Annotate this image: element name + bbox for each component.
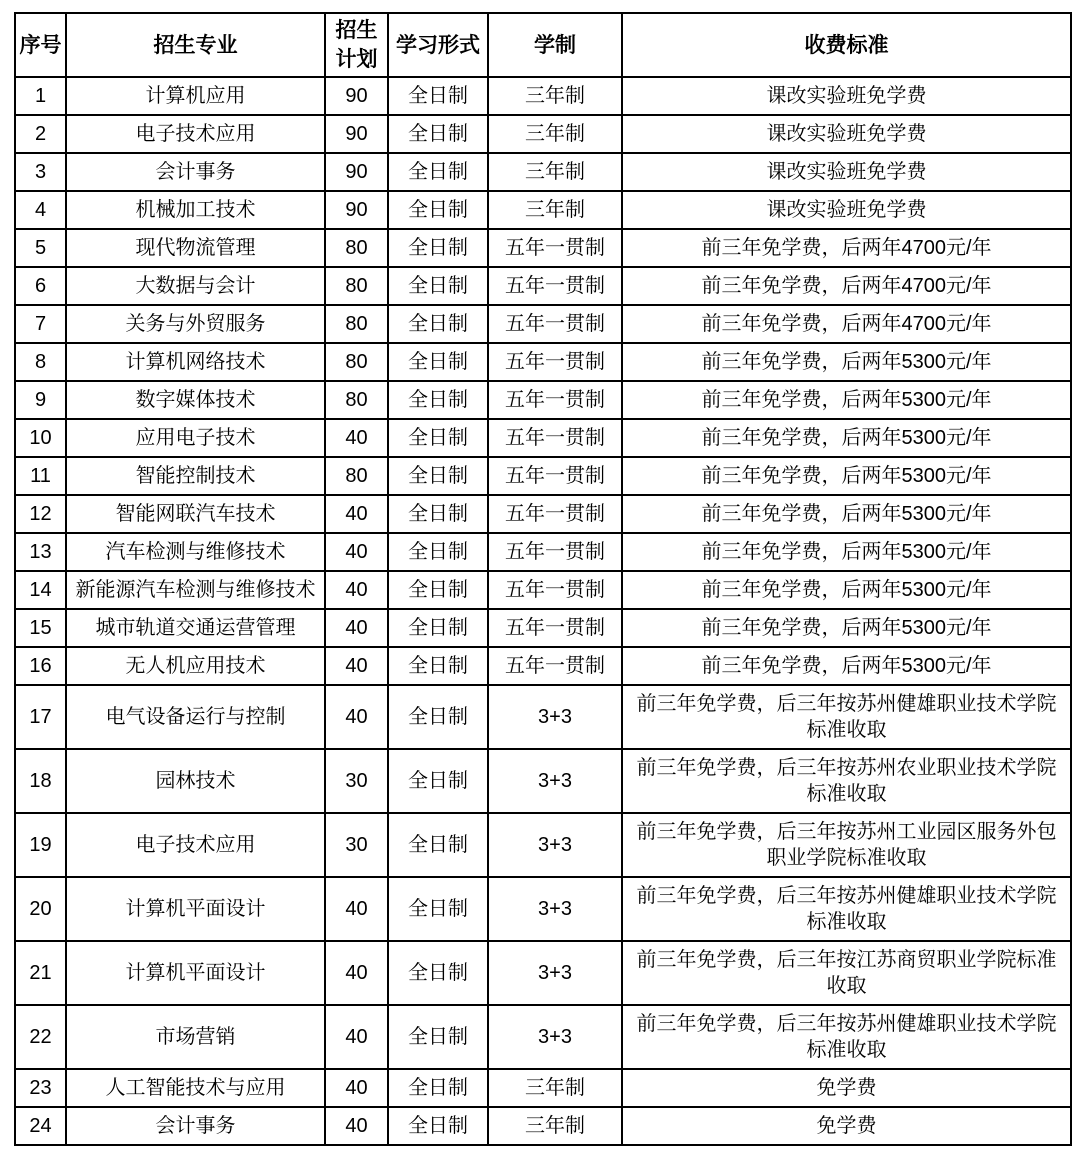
fee-cell: 前三年免学费，后两年5300元/年 (622, 533, 1071, 571)
table-row (15, 267, 1071, 305)
row-index-cell: 23 (15, 1069, 66, 1107)
major-cell: 园林技术 (66, 749, 325, 813)
fee-cell: 前三年免学费，后两年5300元/年 (622, 419, 1071, 457)
admission-plan-table (14, 12, 1072, 1146)
study-form-cell: 全日制 (388, 153, 488, 191)
row-index-cell: 20 (15, 877, 66, 941)
major-cell: 关务与外贸服务 (66, 305, 325, 343)
fee-cell: 前三年免学费，后两年5300元/年 (622, 571, 1071, 609)
table-row (15, 419, 1071, 457)
table-row (15, 153, 1071, 191)
row-index-cell: 7 (15, 305, 66, 343)
fee-cell: 课改实验班免学费 (622, 77, 1071, 115)
plan-cell: 40 (325, 941, 388, 1005)
major-cell: 电子技术应用 (66, 813, 325, 877)
fee-cell: 前三年免学费，后两年5300元/年 (622, 381, 1071, 419)
row-index-cell: 18 (15, 749, 66, 813)
major-cell: 汽车检测与维修技术 (66, 533, 325, 571)
plan-cell: 80 (325, 381, 388, 419)
plan-cell: 40 (325, 1069, 388, 1107)
row-index-cell: 6 (15, 267, 66, 305)
fee-cell: 免学费 (622, 1107, 1071, 1145)
plan-cell: 30 (325, 749, 388, 813)
major-cell: 数字媒体技术 (66, 381, 325, 419)
major-cell: 大数据与会计 (66, 267, 325, 305)
plan-cell: 40 (325, 533, 388, 571)
table-row (15, 1069, 1071, 1107)
study-form-cell: 全日制 (388, 1069, 488, 1107)
fee-cell: 课改实验班免学费 (622, 115, 1071, 153)
plan-cell: 90 (325, 115, 388, 153)
study-form-cell: 全日制 (388, 419, 488, 457)
duration-cell: 五年一贯制 (488, 457, 622, 495)
plan-cell: 80 (325, 457, 388, 495)
table-row (15, 533, 1071, 571)
row-index-cell: 5 (15, 229, 66, 267)
column-header-index: 序号 (15, 13, 66, 77)
duration-cell: 五年一贯制 (488, 609, 622, 647)
plan-cell: 40 (325, 1107, 388, 1145)
duration-cell: 3+3 (488, 941, 622, 1005)
duration-cell: 五年一贯制 (488, 571, 622, 609)
duration-cell: 五年一贯制 (488, 419, 622, 457)
fee-cell: 前三年免学费，后三年按苏州工业园区服务外包职业学院标准收取 (622, 813, 1071, 877)
duration-cell: 3+3 (488, 749, 622, 813)
study-form-cell: 全日制 (388, 533, 488, 571)
fee-cell: 前三年免学费，后两年5300元/年 (622, 647, 1071, 685)
fee-cell: 前三年免学费，后两年5300元/年 (622, 609, 1071, 647)
study-form-cell: 全日制 (388, 813, 488, 877)
duration-cell: 三年制 (488, 1069, 622, 1107)
fee-cell: 前三年免学费，后两年5300元/年 (622, 495, 1071, 533)
table-row (15, 381, 1071, 419)
duration-cell: 三年制 (488, 153, 622, 191)
major-cell: 人工智能技术与应用 (66, 1069, 325, 1107)
row-index-cell: 24 (15, 1107, 66, 1145)
table-row (15, 457, 1071, 495)
duration-cell: 五年一贯制 (488, 495, 622, 533)
plan-cell: 40 (325, 609, 388, 647)
column-header-duration: 学制 (488, 13, 622, 77)
table-header-row (15, 13, 1071, 77)
plan-cell: 80 (325, 343, 388, 381)
fee-cell: 前三年免学费，后三年按江苏商贸职业学院标准收取 (622, 941, 1071, 1005)
table-row (15, 685, 1071, 749)
fee-cell: 前三年免学费，后两年4700元/年 (622, 305, 1071, 343)
major-cell: 电气设备运行与控制 (66, 685, 325, 749)
row-index-cell: 17 (15, 685, 66, 749)
fee-cell: 前三年免学费，后两年4700元/年 (622, 229, 1071, 267)
study-form-cell: 全日制 (388, 191, 488, 229)
major-cell: 智能网联汽车技术 (66, 495, 325, 533)
row-index-cell: 2 (15, 115, 66, 153)
major-cell: 电子技术应用 (66, 115, 325, 153)
table-row (15, 609, 1071, 647)
duration-cell: 五年一贯制 (488, 305, 622, 343)
study-form-cell: 全日制 (388, 495, 488, 533)
plan-cell: 80 (325, 229, 388, 267)
table-row (15, 495, 1071, 533)
study-form-cell: 全日制 (388, 343, 488, 381)
table-row (15, 647, 1071, 685)
table-row (15, 191, 1071, 229)
row-index-cell: 16 (15, 647, 66, 685)
duration-cell: 三年制 (488, 77, 622, 115)
row-index-cell: 21 (15, 941, 66, 1005)
study-form-cell: 全日制 (388, 1107, 488, 1145)
study-form-cell: 全日制 (388, 877, 488, 941)
column-header-major: 招生专业 (66, 13, 325, 77)
major-cell: 会计事务 (66, 153, 325, 191)
study-form-cell: 全日制 (388, 115, 488, 153)
duration-cell: 3+3 (488, 877, 622, 941)
duration-cell: 三年制 (488, 191, 622, 229)
plan-cell: 40 (325, 419, 388, 457)
row-index-cell: 19 (15, 813, 66, 877)
row-index-cell: 8 (15, 343, 66, 381)
fee-cell: 前三年免学费，后两年4700元/年 (622, 267, 1071, 305)
plan-cell: 80 (325, 305, 388, 343)
table-row (15, 77, 1071, 115)
study-form-cell: 全日制 (388, 647, 488, 685)
plan-cell: 40 (325, 877, 388, 941)
major-cell: 城市轨道交通运营管理 (66, 609, 325, 647)
major-cell: 计算机网络技术 (66, 343, 325, 381)
column-header-plan: 招生计划 (325, 13, 388, 77)
plan-cell: 40 (325, 1005, 388, 1069)
study-form-cell: 全日制 (388, 749, 488, 813)
fee-cell: 前三年免学费，后两年5300元/年 (622, 343, 1071, 381)
table-row (15, 343, 1071, 381)
fee-cell: 前三年免学费，后两年5300元/年 (622, 457, 1071, 495)
plan-cell: 90 (325, 153, 388, 191)
row-index-cell: 10 (15, 419, 66, 457)
major-cell: 现代物流管理 (66, 229, 325, 267)
table-row (15, 1005, 1071, 1069)
major-cell: 市场营销 (66, 1005, 325, 1069)
table-row (15, 115, 1071, 153)
major-cell: 新能源汽车检测与维修技术 (66, 571, 325, 609)
duration-cell: 五年一贯制 (488, 381, 622, 419)
duration-cell: 3+3 (488, 685, 622, 749)
duration-cell: 五年一贯制 (488, 533, 622, 571)
fee-cell: 免学费 (622, 1069, 1071, 1107)
table-row (15, 1107, 1071, 1145)
table-row (15, 877, 1071, 941)
plan-cell: 40 (325, 647, 388, 685)
row-index-cell: 9 (15, 381, 66, 419)
study-form-cell: 全日制 (388, 571, 488, 609)
plan-cell: 90 (325, 191, 388, 229)
major-cell: 应用电子技术 (66, 419, 325, 457)
duration-cell: 三年制 (488, 1107, 622, 1145)
column-header-study-form: 学习形式 (388, 13, 488, 77)
duration-cell: 3+3 (488, 813, 622, 877)
row-index-cell: 15 (15, 609, 66, 647)
row-index-cell: 22 (15, 1005, 66, 1069)
duration-cell: 三年制 (488, 115, 622, 153)
duration-cell: 3+3 (488, 1005, 622, 1069)
table-row (15, 571, 1071, 609)
duration-cell: 五年一贯制 (488, 647, 622, 685)
major-cell: 计算机平面设计 (66, 941, 325, 1005)
table-row (15, 229, 1071, 267)
major-cell: 会计事务 (66, 1107, 325, 1145)
row-index-cell: 14 (15, 571, 66, 609)
plan-cell: 80 (325, 267, 388, 305)
table-row (15, 305, 1071, 343)
row-index-cell: 11 (15, 457, 66, 495)
study-form-cell: 全日制 (388, 1005, 488, 1069)
duration-cell: 五年一贯制 (488, 343, 622, 381)
study-form-cell: 全日制 (388, 77, 488, 115)
major-cell: 计算机平面设计 (66, 877, 325, 941)
study-form-cell: 全日制 (388, 305, 488, 343)
column-header-fee: 收费标准 (622, 13, 1071, 77)
major-cell: 机械加工技术 (66, 191, 325, 229)
row-index-cell: 13 (15, 533, 66, 571)
study-form-cell: 全日制 (388, 609, 488, 647)
study-form-cell: 全日制 (388, 685, 488, 749)
row-index-cell: 3 (15, 153, 66, 191)
major-cell: 计算机应用 (66, 77, 325, 115)
plan-cell: 90 (325, 77, 388, 115)
fee-cell: 课改实验班免学费 (622, 153, 1071, 191)
fee-cell: 前三年免学费，后三年按苏州健雄职业技术学院标准收取 (622, 685, 1071, 749)
study-form-cell: 全日制 (388, 941, 488, 1005)
fee-cell: 前三年免学费，后三年按苏州健雄职业技术学院标准收取 (622, 1005, 1071, 1069)
fee-cell: 前三年免学费，后三年按苏州农业职业技术学院标准收取 (622, 749, 1071, 813)
table-row (15, 941, 1071, 1005)
table-row (15, 813, 1071, 877)
plan-cell: 30 (325, 813, 388, 877)
row-index-cell: 4 (15, 191, 66, 229)
fee-cell: 课改实验班免学费 (622, 191, 1071, 229)
study-form-cell: 全日制 (388, 381, 488, 419)
plan-cell: 40 (325, 495, 388, 533)
major-cell: 智能控制技术 (66, 457, 325, 495)
table-row (15, 749, 1071, 813)
study-form-cell: 全日制 (388, 229, 488, 267)
study-form-cell: 全日制 (388, 457, 488, 495)
row-index-cell: 12 (15, 495, 66, 533)
duration-cell: 五年一贯制 (488, 229, 622, 267)
major-cell: 无人机应用技术 (66, 647, 325, 685)
plan-cell: 40 (325, 685, 388, 749)
plan-cell: 40 (325, 571, 388, 609)
study-form-cell: 全日制 (388, 267, 488, 305)
fee-cell: 前三年免学费，后三年按苏州健雄职业技术学院标准收取 (622, 877, 1071, 941)
row-index-cell: 1 (15, 77, 66, 115)
duration-cell: 五年一贯制 (488, 267, 622, 305)
